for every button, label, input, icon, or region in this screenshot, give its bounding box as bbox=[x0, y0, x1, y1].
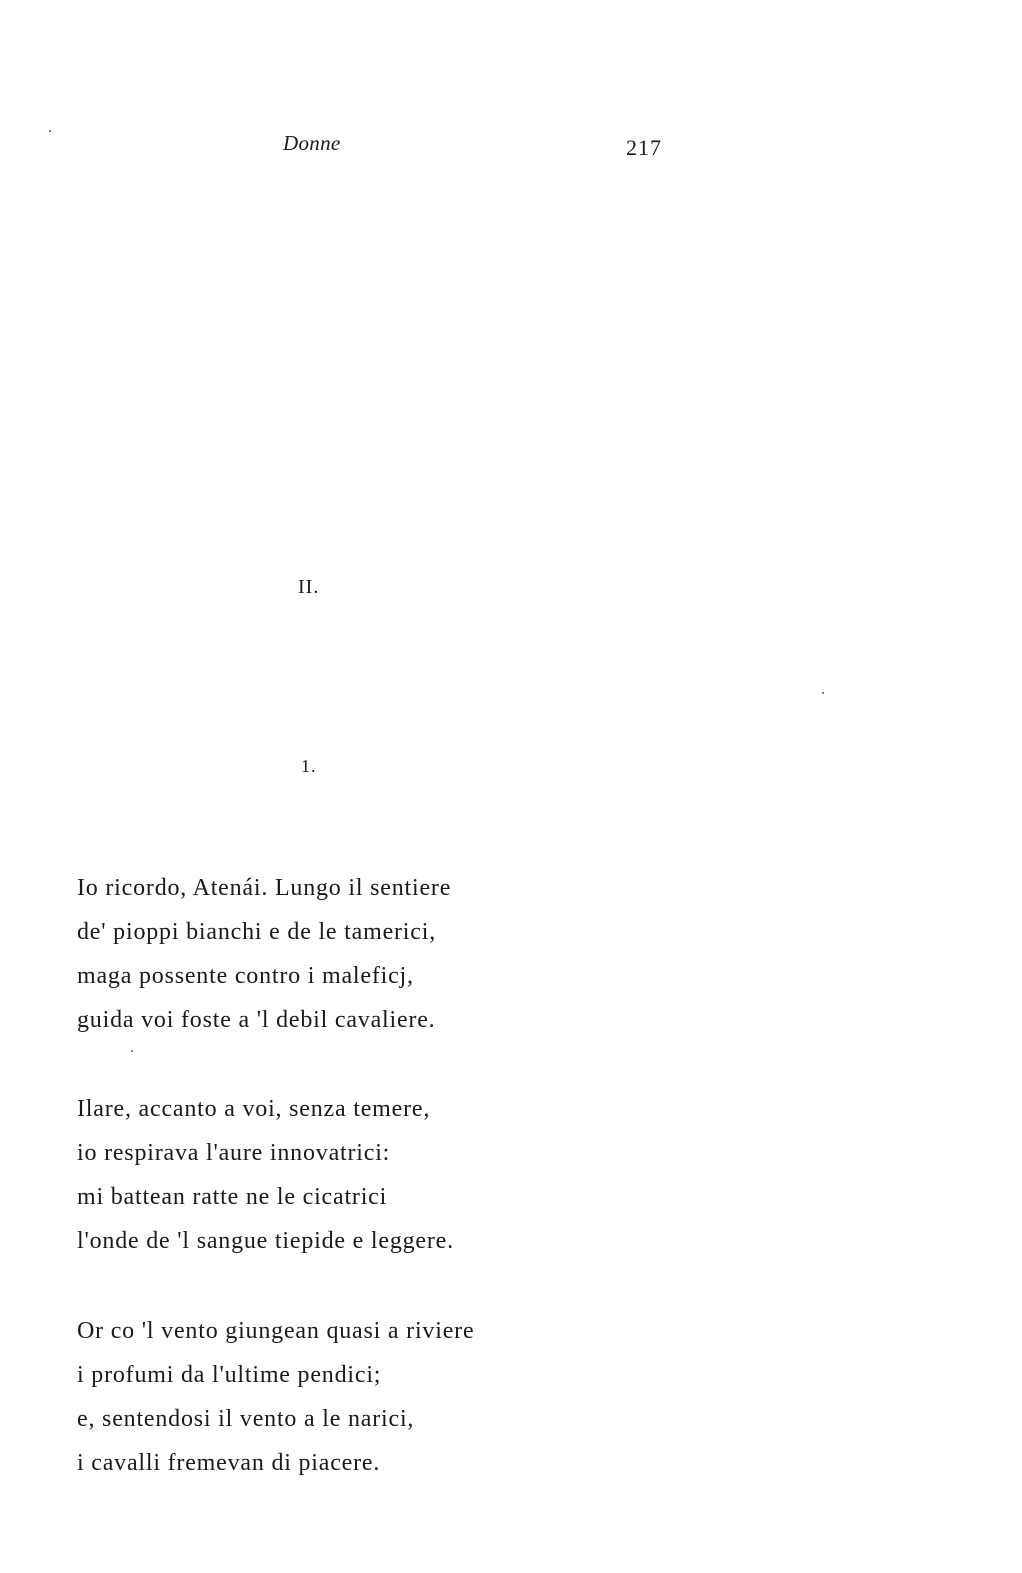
verse-line: l'onde de 'l sangue tiepide e leggere. bbox=[77, 1228, 454, 1254]
verse-line: i cavalli fremevan di piacere. bbox=[77, 1450, 381, 1476]
poem-number: 1. bbox=[301, 756, 317, 776]
verse-line: Io ricordo, Atenái. Lungo il sentiere bbox=[77, 875, 452, 901]
stanza-3 bbox=[77, 1309, 474, 1485]
verse-line: mi battean ratte ne le cicatrici bbox=[77, 1184, 388, 1210]
verse-line: Ilare, accanto a voi, senza temere, bbox=[77, 1096, 431, 1122]
stanza-2 bbox=[77, 1087, 454, 1263]
stanza-1 bbox=[77, 866, 451, 1042]
scan-speck bbox=[131, 1050, 133, 1052]
page-number: 217 bbox=[626, 135, 662, 160]
verse-line: Or co 'l vento giungean quasi a riviere bbox=[77, 1318, 475, 1344]
verse-line: de' pioppi bianchi e de le tamerici, bbox=[77, 919, 436, 945]
verse-line: guida voi foste a 'l debil cavaliere. bbox=[77, 1007, 436, 1033]
verse-line: e, sentendosi il vento a le narici, bbox=[77, 1406, 415, 1432]
verse-line: maga possente contro i maleficj, bbox=[77, 963, 414, 989]
part-numeral: II. bbox=[298, 576, 320, 598]
scan-speck bbox=[822, 692, 824, 694]
scan-speck bbox=[49, 130, 51, 132]
verse-line: i profumi da l'ultime pendici; bbox=[77, 1362, 382, 1388]
verse-line: io respirava l'aure innovatrici: bbox=[77, 1140, 391, 1166]
running-head: Donne bbox=[283, 131, 341, 155]
